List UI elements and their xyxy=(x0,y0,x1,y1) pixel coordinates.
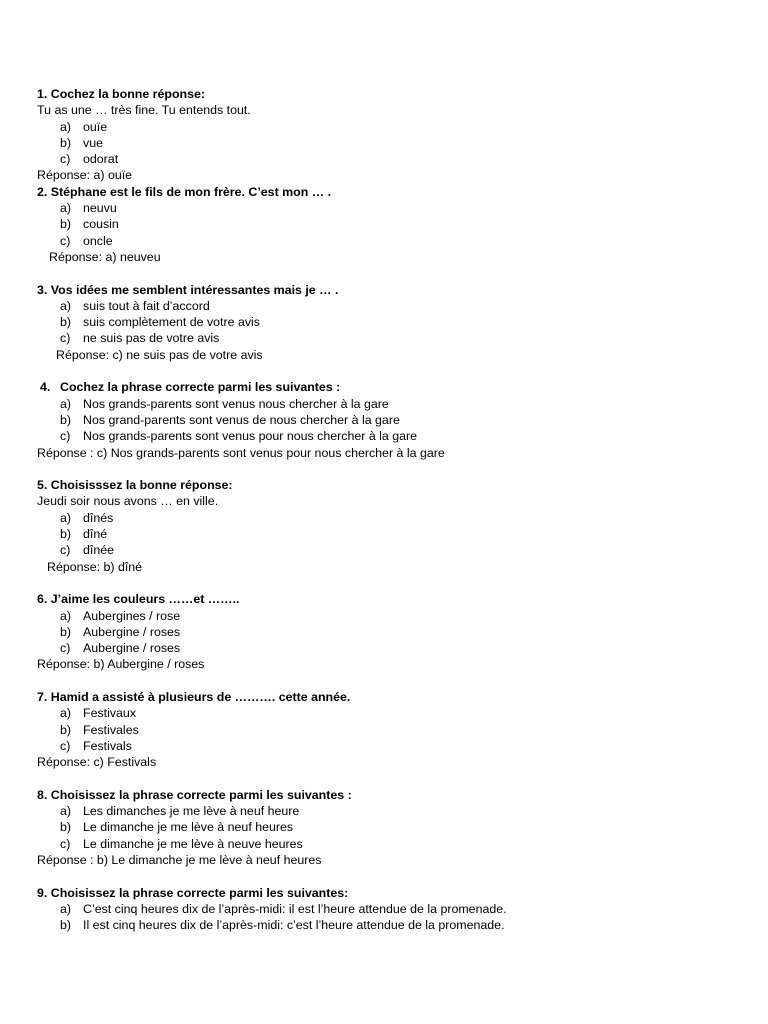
option-letter: c) xyxy=(60,543,71,558)
spacer xyxy=(37,575,737,591)
question-9-title: 9. Choisissez la phrase correcte parmi les suivantes: xyxy=(37,885,349,900)
option-letter: b) xyxy=(60,135,72,150)
option-letter: a) xyxy=(60,804,72,819)
question-2-option-c xyxy=(37,233,737,249)
option-text: Aubergine / roses xyxy=(83,624,181,639)
option-letter: b) xyxy=(60,315,72,330)
option-text: Nos grands-parents sont venus pour nous chercher à la gare xyxy=(83,429,418,444)
question-8-option-a xyxy=(37,803,737,819)
option-text: Festivals xyxy=(83,738,132,753)
question-4-option-c xyxy=(37,428,737,444)
option-text: cousin xyxy=(83,217,119,232)
option-text: dînés xyxy=(83,510,114,525)
option-text: oncle xyxy=(83,233,113,248)
option-letter: c) xyxy=(60,331,71,346)
spacer xyxy=(37,363,737,379)
quiz-content xyxy=(37,86,737,933)
option-text: Festivaux xyxy=(83,706,137,721)
option-letter: a) xyxy=(60,201,72,216)
question-5-option-c xyxy=(37,542,737,558)
option-text: Le dimanche je me lève à neuve heures xyxy=(83,836,303,851)
question-2-option-b xyxy=(37,216,737,232)
option-letter: c) xyxy=(60,641,71,656)
option-text: Aubergines / rose xyxy=(83,608,181,623)
question-3-title: 3. Vos idées me semblent intéressantes mais je … . xyxy=(37,282,339,297)
question-5-option-a xyxy=(37,510,737,526)
option-letter: b) xyxy=(60,412,72,427)
option-text: Nos grands-parents sont venus nous chercher à la gare xyxy=(83,396,389,411)
option-letter: c) xyxy=(60,233,71,248)
question-5-stem: Jeudi soir nous avons … en ville. xyxy=(37,494,219,509)
option-letter: a) xyxy=(60,608,72,623)
option-text: Festivales xyxy=(83,722,139,737)
option-text: ouïe xyxy=(83,119,108,134)
option-text: dîné xyxy=(83,527,108,542)
question-9-option-a xyxy=(37,901,737,917)
question-2-option-a xyxy=(37,200,737,216)
spacer xyxy=(37,770,737,786)
spacer xyxy=(37,673,737,689)
option-letter: c) xyxy=(60,429,71,444)
question-2-title: 2. Stéphane est le fils de mon frère. C’est mon … . xyxy=(37,184,332,199)
question-5-option-b xyxy=(37,526,737,542)
option-text: dînée xyxy=(83,543,115,558)
option-letter: a) xyxy=(60,510,72,525)
option-text: Le dimanche je me lève à neuf heures xyxy=(83,820,294,835)
question-6-title: 6. J’aime les couleurs ……et …….. xyxy=(37,592,240,607)
option-letter: a) xyxy=(60,298,72,313)
question-4-number: 4. xyxy=(40,380,51,395)
option-text: Nos grand-parents sont venus de nous chercher à la gare xyxy=(83,412,400,427)
question-8-option-c xyxy=(37,836,737,852)
option-text: Il est cinq heures dix de l’après-midi: c’est l’heure attendue de la promenade. xyxy=(83,918,505,933)
option-letter: b) xyxy=(60,527,72,542)
question-7-title: 7. Hamid a assisté à plusieurs de ………. cette année. xyxy=(37,689,351,704)
question-1-option-a xyxy=(37,119,737,135)
question-4-answer: Réponse : c) Nos grands-parents sont venus pour nous chercher à la gare xyxy=(37,445,445,460)
question-1-stem: Tu as une … très fine. Tu entends tout. xyxy=(37,103,251,118)
question-3-option-a xyxy=(37,298,737,314)
option-text: suis complètement de votre avis xyxy=(83,315,260,330)
question-1-title: 1. Cochez la bonne réponse: xyxy=(37,87,205,101)
question-9-option-b xyxy=(37,917,737,933)
question-1-option-c xyxy=(37,151,737,167)
question-3-option-c xyxy=(37,330,737,346)
question-5-answer: Réponse: b) dîné xyxy=(47,559,143,574)
option-letter: b) xyxy=(60,624,72,639)
question-1-option-b xyxy=(37,135,737,151)
question-2-answer: Réponse: a) neuveu xyxy=(49,249,161,264)
question-3-answer: Réponse: c) ne suis pas de votre avis xyxy=(56,347,263,362)
option-letter: c) xyxy=(60,152,71,167)
question-6-option-b xyxy=(37,624,737,640)
question-8-title: 8. Choisissez la phrase correcte parmi les suivantes : xyxy=(37,787,352,802)
option-letter: c) xyxy=(60,836,71,851)
option-text: odorat xyxy=(83,152,119,167)
option-letter: b) xyxy=(60,217,72,232)
question-4-title-row xyxy=(37,379,737,395)
option-letter: c) xyxy=(60,738,71,753)
question-6-answer: Réponse: b) Aubergine / roses xyxy=(37,657,205,672)
question-4-option-a xyxy=(37,396,737,412)
option-letter: b) xyxy=(60,918,72,933)
option-letter: a) xyxy=(60,119,72,134)
question-5-title: 5. Choisisssez la bonne réponse: xyxy=(37,478,233,493)
option-letter: a) xyxy=(60,901,72,916)
option-text: C’est cinq heures dix de l’après-midi: il est l’heure attendue de la promenade. xyxy=(83,901,507,916)
question-4-title: Cochez la phrase correcte parmi les suivantes : xyxy=(60,380,341,395)
question-7-option-a xyxy=(37,705,737,721)
option-text: neuvu xyxy=(83,201,117,216)
option-text: suis tout à fait d’accord xyxy=(83,298,210,313)
question-3-option-b xyxy=(37,314,737,330)
option-letter: b) xyxy=(60,722,72,737)
option-text: vue xyxy=(83,135,103,150)
spacer xyxy=(37,461,737,477)
option-text: ne suis pas de votre avis xyxy=(83,331,220,346)
option-letter: a) xyxy=(60,396,72,411)
spacer xyxy=(37,868,737,884)
question-1-answer: Réponse: a) ouïe xyxy=(37,168,133,183)
option-letter: a) xyxy=(60,706,72,721)
question-7-option-c xyxy=(37,738,737,754)
question-7-option-b xyxy=(37,722,737,738)
option-text: Aubergine / roses xyxy=(83,641,181,656)
question-6-option-c xyxy=(37,640,737,656)
question-4-option-b xyxy=(37,412,737,428)
question-8-option-b xyxy=(37,819,737,835)
question-6-option-a xyxy=(37,608,737,624)
option-text: Les dimanches je me lève à neuf heure xyxy=(83,804,300,819)
question-8-answer: Réponse : b) Le dimanche je me lève à neuf heures xyxy=(37,852,322,867)
spacer xyxy=(37,265,737,281)
question-7-answer: Réponse: c) Festivals xyxy=(37,755,157,770)
option-letter: b) xyxy=(60,820,72,835)
